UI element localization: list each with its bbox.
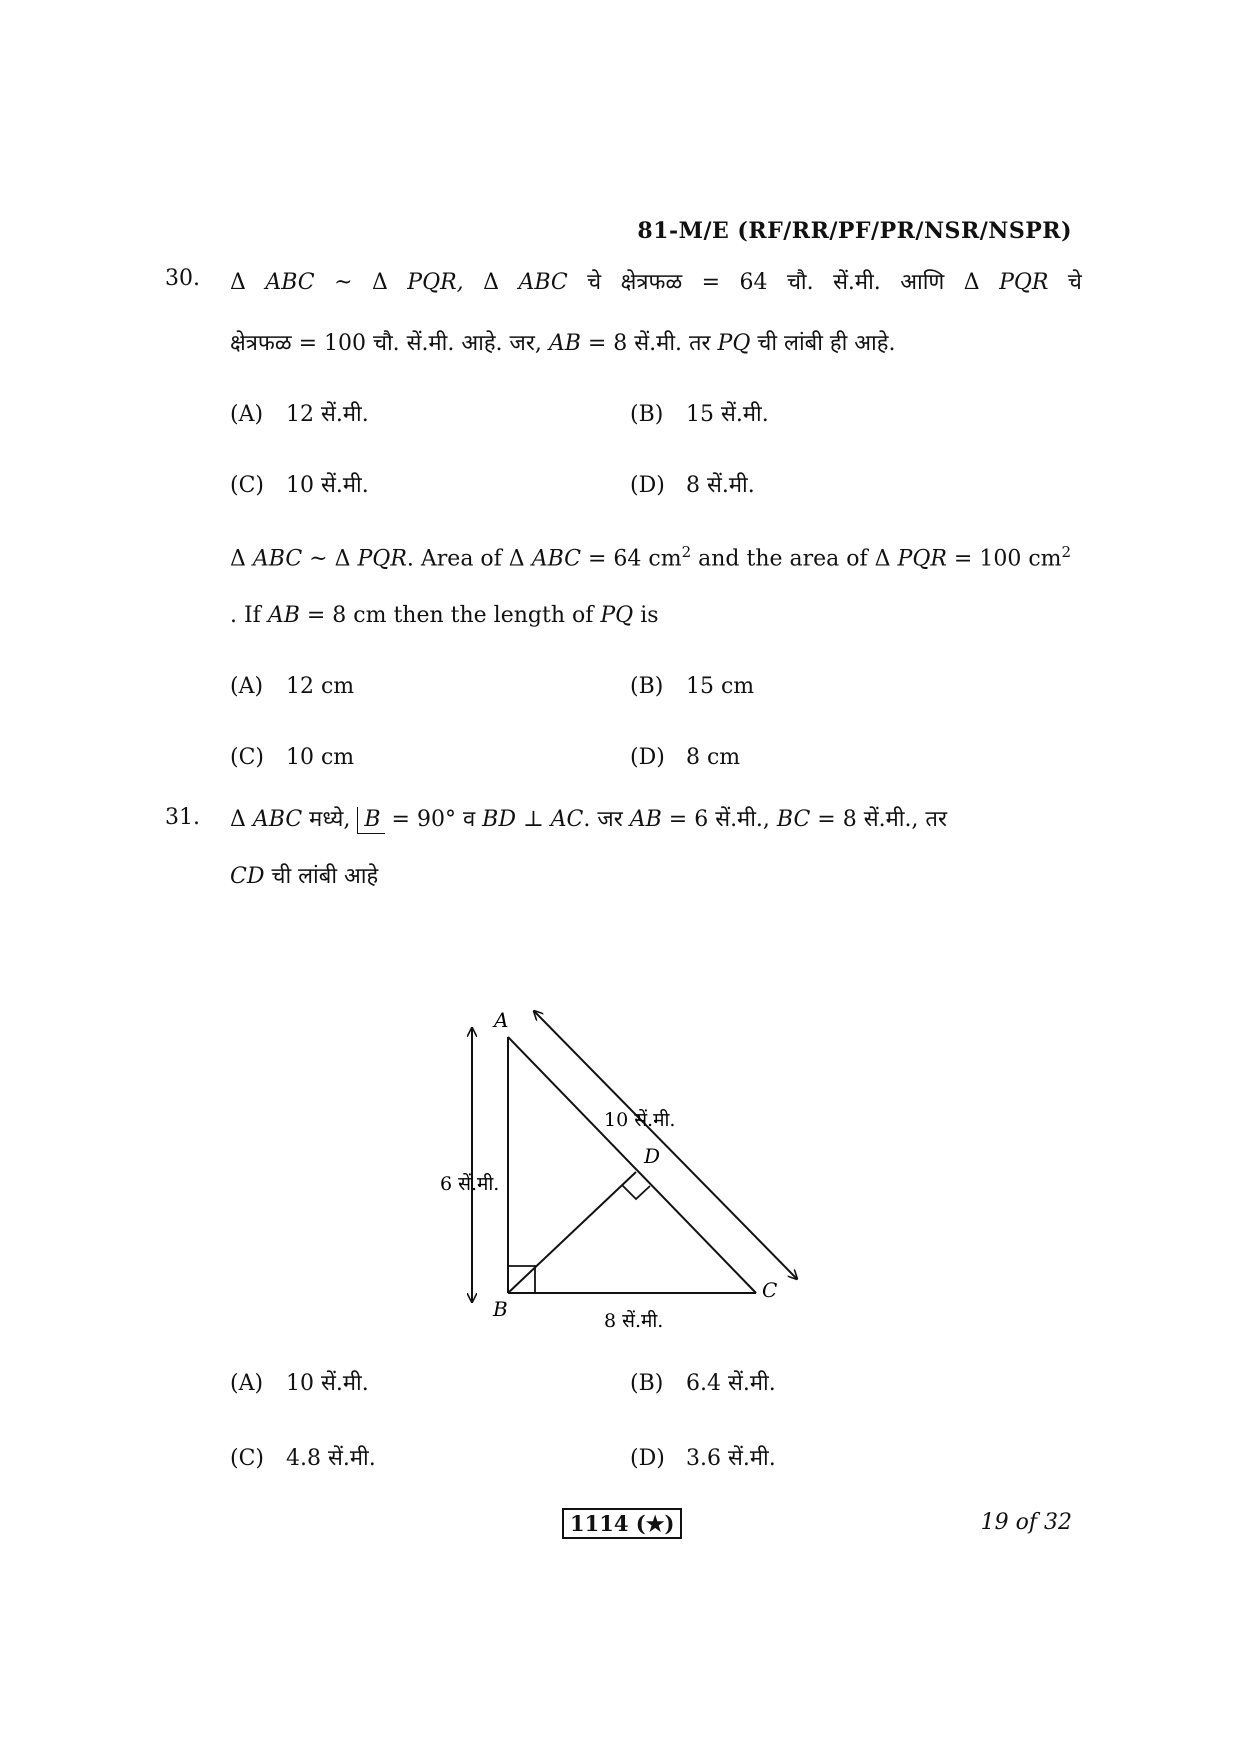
q30-en-option-d[interactable]: (D) 8 cm (630, 745, 741, 770)
q30-mr-option-a[interactable]: (A) 12 सें.मी. (230, 402, 369, 427)
vertex-a-label: A (494, 1008, 509, 1032)
question-30-english-line-1: Δ ABC ~ Δ PQR. Area of Δ ABC = 64 $cm^2$ and the area of Δ PQR = 100 $cm^2$ (230, 543, 1072, 572)
vertex-c-label: C (762, 1278, 778, 1302)
label-ac-length: 10 सें.मी. (604, 1109, 676, 1131)
q31-option-d[interactable]: (D) 3.6 सें.मी. (630, 1446, 776, 1471)
question-30-english-line-2: . If AB = 8 cm then the length of PQ is (230, 603, 659, 628)
question-31-number: 31. (165, 805, 200, 830)
q30-mr-option-d[interactable]: (D) 8 सें.मी. (630, 473, 755, 498)
q30-en-option-a[interactable]: (A) 12 cm (230, 674, 355, 699)
q31-option-c[interactable]: (C) 4.8 सें.मी. (230, 1446, 376, 1471)
vertex-d-label: D (644, 1144, 661, 1168)
right-angle-d-mark (622, 1185, 650, 1199)
question-30-marathi-line-2: क्षेत्रफळ = 100 चौ. सें.मी. आहे. जर, AB = 8 सें.मी. तर PQ ची लांबी ही आहे. (230, 331, 896, 356)
q30-mr-option-b[interactable]: (B) 15 सें.मी. (630, 402, 769, 427)
q31-option-b[interactable]: (B) 6.4 सें.मी. (630, 1371, 776, 1396)
angle-symbol: B (357, 807, 384, 834)
q30-en-option-c[interactable]: (C) 10 cm (230, 745, 355, 770)
paper-code: 81-M/E (RF/RR/PF/PR/NSR/NSPR) (637, 218, 1072, 244)
side-ac (508, 1037, 756, 1293)
label-bc-length: 8 सें.मी. (604, 1310, 664, 1332)
q31-option-a[interactable]: (A) 10 सें.मी. (230, 1371, 369, 1396)
q30-mr-option-c[interactable]: (C) 10 सें.मी. (230, 473, 369, 498)
question-31-line-1: Δ ABC मध्ये, B = 90° व BD ⊥ AC. जर AB = 6 सें.मी., BC = 8 सें.मी., तर (230, 807, 947, 832)
footer-code-box: 1114 (★) (562, 1508, 682, 1539)
label-ab-length: 6 सें.मी. (440, 1173, 500, 1195)
question-30-marathi-line-1: Δ ABC ~ Δ PQR, Δ ABC चे क्षेत्रफळ = 64 चौ. सें.मी. आणि Δ PQR चे (230, 270, 1082, 295)
question-31-line-2: CD ची लांबी आहे (230, 864, 379, 889)
altitude-bd (508, 1172, 636, 1293)
dimension-arrow-ac (534, 1011, 797, 1279)
page-number: 19 of 32 (980, 1510, 1072, 1535)
vertex-b-label: B (493, 1297, 508, 1321)
q30-en-option-b[interactable]: (B) 15 cm (630, 674, 755, 699)
question-30-number: 30. (165, 266, 200, 291)
